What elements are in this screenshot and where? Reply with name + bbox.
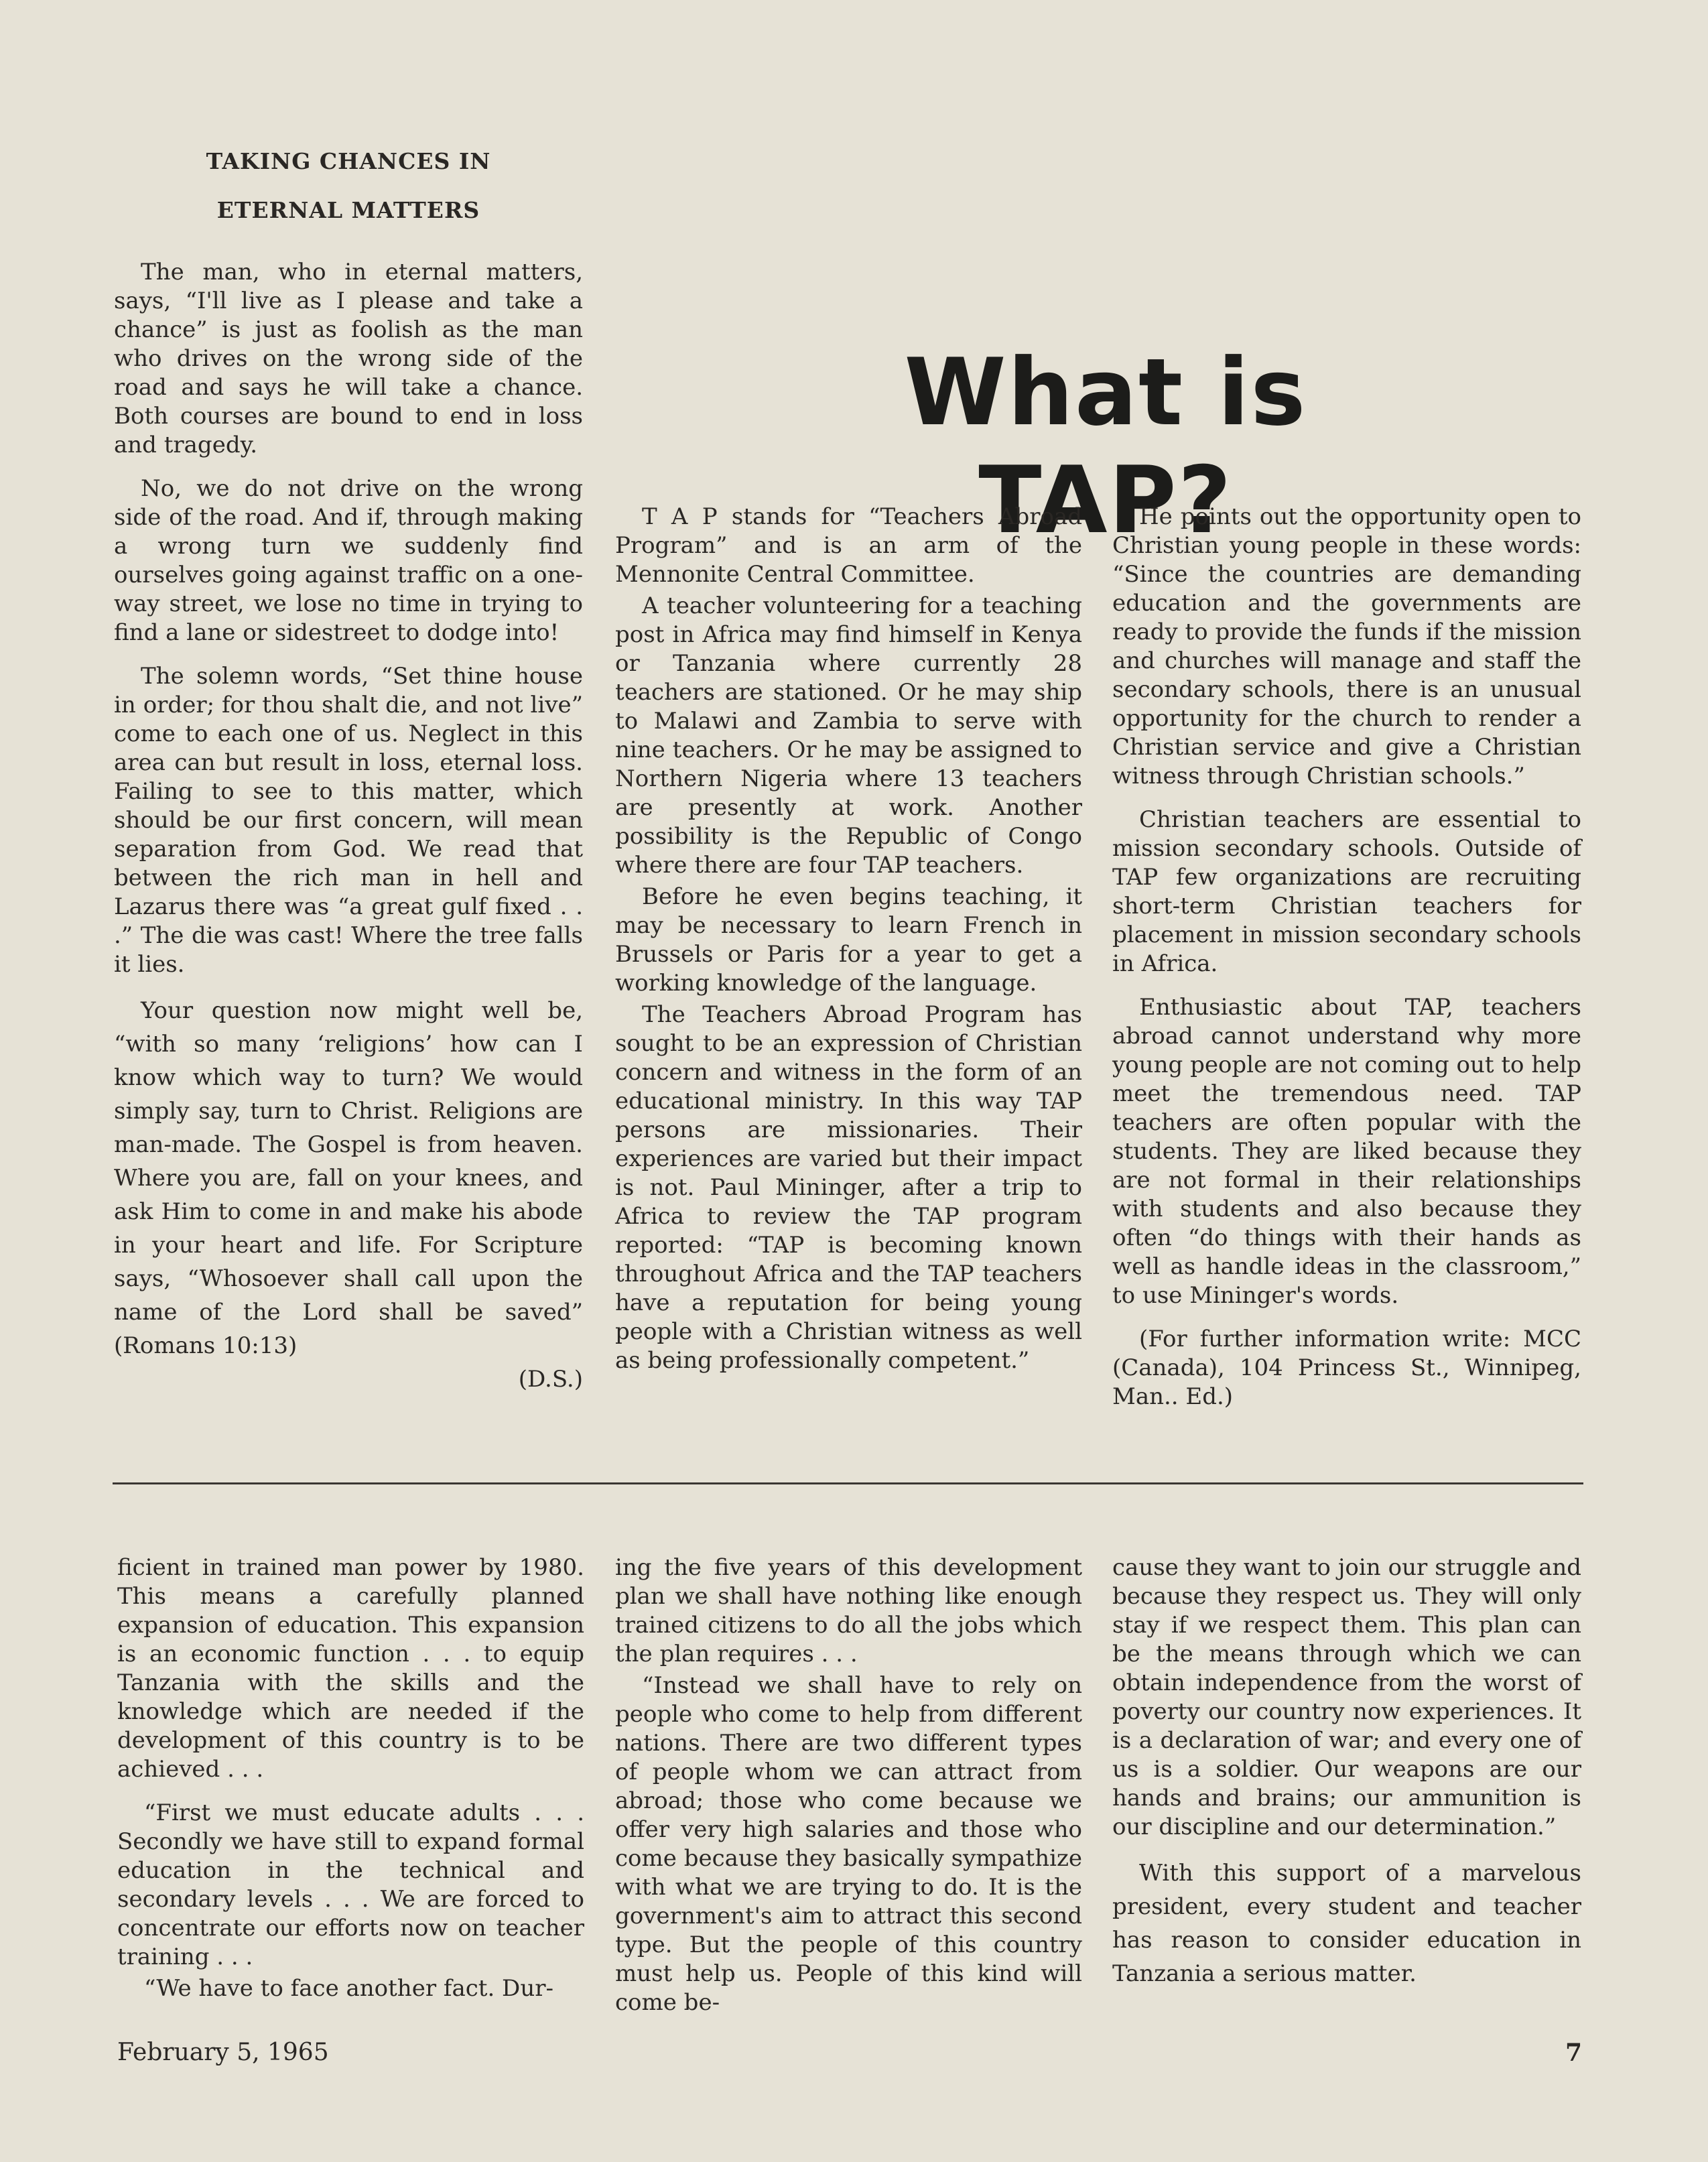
- article-paragraph: He points out the opportunity open to Christian young people in these words: “Since the countries are demanding education and the governments are ready to provide the funds if the mission and churches will manage and staff the secondary schools, there is an unusual opportunity for the church to render a Christian service and give a Christian witness through Christian schools.”: [1112, 503, 1581, 789]
- sidebar-paragraph: No, we do not drive on the wrong side of the road. And if, through making a wrong turn we suddenly find ourselves going against traffic on a one-way street, we lose no time in trying to find a lane or sidestreet to dodge into!: [114, 475, 583, 646]
- sidebar-paragraph: The man, who in eternal matters, says, “I'll live as I please and take a chance” is just as foolish as the man who drives on the wrong side of the road and says he will take a chance. Both courses are bound to end in loss and tragedy.: [114, 259, 583, 458]
- continued-paragraph: ficient in trained man power by 1980. This means a carefully planned expansion of education. This expansion is an economic function . . . to equip Tanzania with the skills and the knowledge which are needed if the development of this country is to be achieved . . .: [117, 1554, 584, 1783]
- article-paragraph: (For further information write: MCC (Canada), 104 Princess St., Winnipeg, Man.. Ed.): [1112, 1326, 1581, 1410]
- article-column-2: [1112, 503, 1581, 1426]
- section-divider: [113, 1482, 1583, 1484]
- continued-column-1: [117, 1553, 584, 2018]
- continued-paragraph: “Instead we shall have to rely on people who come to help from different nations. There are two different types of people whom we can attract from abroad; those who come because we offer very high salaries and those who come because they basically sympathize with what we are trying to do. It is the government's aim to attract this second type. But the people of this country must help us. People of this kind will come be-: [615, 1672, 1082, 2016]
- article-headline: What is TAP?: [904, 338, 1307, 554]
- continued-paragraph: ing the five years of this development plan we shall have nothing like enough trained citizens to do all the jobs which the plan requires . . .: [615, 1554, 1082, 1667]
- sidebar-title-line1: TAKING CHANCES IN: [206, 148, 491, 174]
- sidebar-title-line2: ETERNAL MATTERS: [216, 197, 480, 223]
- continued-paragraph: With this support of a marvelous president, every student and teacher has reason to consider education in Tanzania a serious matter.: [1112, 1860, 1581, 1987]
- article-column-1: [615, 503, 1082, 1378]
- sidebar-paragraph: The solemn words, “Set thine house in order; for thou shalt die, and not live” come to each one of us. Neglect in this area can but result in loss, eternal loss. Failing to see to this matter, which should be our first concern, will mean separation from God. We read that between the rich man in hell and Lazarus there was “a great gulf fixed . . .” The die was cast! Where the tree falls it lies.: [114, 663, 583, 978]
- continued-column-2: [615, 1553, 1082, 2032]
- continued-paragraph: “We have to face another fact. Dur-: [144, 1975, 553, 2002]
- sidebar-paragraph: Your question now might well be, “with so many ‘religions’ how can I know which way to turn? We would simply say, turn to Christ. Religions are man-made. The Gospel is from heaven. Where you are, fall on your knees, and ask Him to come in and make his abode in your heart and life. For Scripture says, “Whosoever shall call upon the name of the Lord shall be saved” (Romans 10:13): [114, 997, 583, 1359]
- article-paragraph: T A P stands for “Teachers Abroad Program” and is an arm of the Mennonite Central Committee.: [615, 503, 1082, 588]
- article-paragraph: Enthusiastic about TAP, teachers abroad cannot understand why more young people are not coming out to help meet the tremendous need. TAP teachers are often popular with the students. They are liked because they are not formal in their relationships with students and also because they often “do things with their hands as well as handle ideas in the classroom,” to use Mininger's words.: [1112, 994, 1581, 1309]
- sidebar-signature: (D.S.): [518, 1366, 583, 1393]
- article-paragraph: Before he even begins teaching, it may be necessary to learn French in Brussels or Paris for a year to get a working knowledge of the language.: [615, 883, 1082, 997]
- issue-date: February 5, 1965: [117, 2039, 329, 2066]
- article-paragraph: Christian teachers are essential to mission secondary schools. Outside of TAP few organizations are recruiting short-term Christian teachers for placement in mission secondary schools in Africa.: [1112, 806, 1581, 977]
- continued-column-3: [1112, 1553, 1581, 2005]
- sidebar-column: [114, 258, 583, 1409]
- continued-paragraph: “First we must educate adults . . . Secondly we have still to expand formal education in the technical and secondary levels . . . We are forced to concentrate our efforts now on teacher training . . .: [117, 1799, 584, 1970]
- page-number: 7: [1565, 2039, 1583, 2067]
- continued-paragraph: cause they want to join our struggle and because they respect us. They will only stay if we respect them. This plan can be the means through which we can obtain independence from the worst of poverty our country now experiences. It is a declaration of war; and every one of us is a soldier. Our weapons are our hands and brains; our ammunition is our discipline and our determination.”: [1112, 1554, 1581, 1840]
- article-paragraph: A teacher volunteering for a teaching post in Africa may find himself in Kenya or Tanzania where currently 28 teachers are stationed. Or he may ship to Malawi and Zambia to serve with nine teachers. Or he may be assigned to Northern Nigeria where 13 teachers are presently at work. Another possibility is the Republic of Congo where there are four TAP teachers.: [615, 592, 1082, 879]
- article-paragraph: The Teachers Abroad Program has sought to be an expression of Christian concern and witness in the form of an educational ministry. In this way TAP persons are missionaries. Their experiences are varied but their impact is not. Paul Mininger, after a trip to Africa to review the TAP program reported: “TAP is becoming known throughout Africa and the TAP teachers have a reputation for being young people with a Christian witness as well as being professionally competent.”: [615, 1001, 1082, 1374]
